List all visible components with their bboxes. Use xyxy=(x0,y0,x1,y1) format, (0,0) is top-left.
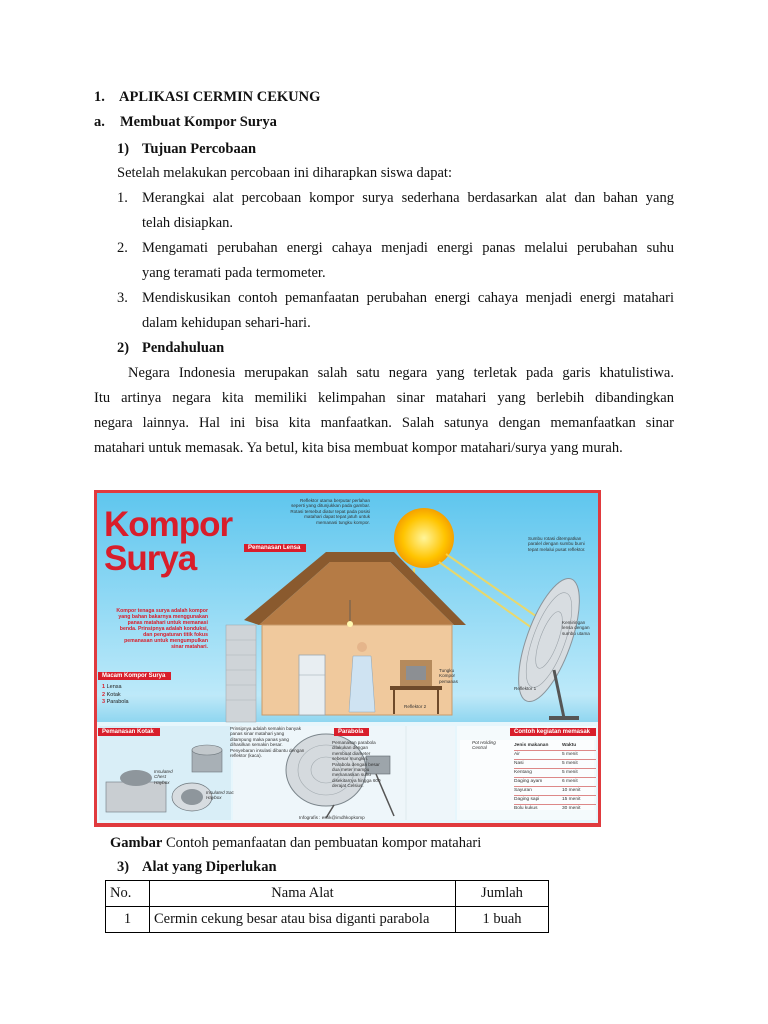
activity-time: 6 menit xyxy=(562,779,578,784)
list-item-line: Mengamati perubahan energi cahaya menjadi energi panas melalui perubahan suhu xyxy=(142,240,674,256)
caption-label: Gambar xyxy=(110,835,163,851)
box-label-2: Insulated Sac Haybox xyxy=(206,790,234,801)
activity-header: Waktu xyxy=(562,743,577,748)
activity-food: Sayuran xyxy=(514,788,532,793)
activity-band: Contoh kegiatan memasak xyxy=(510,728,596,736)
parabola-band: Parabola xyxy=(334,728,369,736)
table-cell: Cermin cekung besar atau bisa diganti parabola xyxy=(150,907,456,933)
list-item-line: Merangkai alat percobaan kompor surya sederhana berdasarkan alat dan bahan yang xyxy=(142,190,674,206)
tilt-note: Kemiringan lensa dengan sumbu utama xyxy=(562,620,590,636)
activity-time: 10 menit xyxy=(562,788,581,793)
furnace-label: Tungku Kompor pemanas xyxy=(439,668,458,684)
type-number: 3 xyxy=(102,699,106,705)
type-label: Kotak xyxy=(106,691,121,698)
table-cell: 1 xyxy=(106,907,150,933)
heading-1 xyxy=(94,88,321,106)
list-item-number: 1. xyxy=(117,190,128,206)
table-cell: 1 buah xyxy=(456,907,549,933)
heading-2-letter: a. xyxy=(94,114,105,130)
section-2-number: 2) xyxy=(117,340,130,356)
table-header: Nama Alat xyxy=(150,881,456,907)
activity-header-row xyxy=(514,742,596,750)
section-1-number: 1) xyxy=(117,141,130,157)
activity-table xyxy=(514,742,596,813)
list-item-number: 3. xyxy=(117,290,128,306)
caption-text: Contoh pemanfaatan dan pembuatan kompor matahari xyxy=(162,835,482,851)
list-item-line: yang teramati pada termometer. xyxy=(142,265,326,281)
list-item xyxy=(117,189,674,207)
type-label: Parabola xyxy=(106,699,129,705)
infographic-title-line: Surya xyxy=(104,539,197,578)
section-3-number: 3) xyxy=(117,859,130,875)
list-item-number: 2. xyxy=(117,240,128,256)
heading-2-text: Membuat Kompor Surya xyxy=(120,114,277,130)
activity-time: 5 menit xyxy=(562,752,578,757)
activity-food: Daging sapi xyxy=(514,797,540,802)
parabola-note: Pemanasan parabola dilakukan dengan membuat diameter sebesar mungkin. Parabola dengan besar dua meter mampu memanaskan suhu disekitarnya hingga 600 derajat Celsius. xyxy=(332,740,381,789)
figure-caption xyxy=(110,834,481,852)
axis-note: Sumbu rotasi ditempatkan paralel dengan sumbu bumi tepat melalui pusat reflektor. xyxy=(528,536,586,552)
sun-icon xyxy=(394,508,454,568)
reflector-2-label: Reflektor 2 xyxy=(404,704,427,709)
heading-1-text: APLIKASI CERMIN CEKUNG xyxy=(119,89,321,105)
infographic-title-line: Kompor xyxy=(104,505,233,544)
heading-1-number: 1. xyxy=(94,89,105,105)
table-row xyxy=(514,777,596,786)
infographic-title xyxy=(104,505,233,578)
activity-food: Nasi xyxy=(514,761,524,766)
cooker-types-list xyxy=(102,684,129,707)
type-number: 1 xyxy=(102,684,106,690)
type-number: 2 xyxy=(102,691,106,698)
section-1-heading xyxy=(117,140,257,158)
section-1-title: Tujuan Percobaan xyxy=(142,141,257,157)
section-2-title: Pendahuluan xyxy=(142,340,225,356)
paragraph-line: matahari untuk memasak. Ya betul, kita bisa membuat kompor matahari/surya yang murah. xyxy=(94,440,623,456)
infographic-intro: Kompor tenaga surya adalah kompor yang bahan bakarnya menggunakan panas matahari untuk memanasi benda. Prinsipnya adalah konduksi, dan pengaturan titik fokus pemanasan untuk mengumpulkan sinar matahari. xyxy=(116,608,208,650)
activity-time: 15 menit xyxy=(562,797,581,802)
table-header: Jumlah xyxy=(456,881,549,907)
list-item-line: telah disiapkan. xyxy=(142,215,234,231)
list-item-line: Mendiskusikan contoh pemanfaatan perubahan energi cahaya menjadi energi matahari xyxy=(142,290,674,306)
table-row xyxy=(514,804,596,813)
reflector-note: Reflektor utama berputar perlahan seperti yang ditunjukkan pada gambar. Rotasi tersebut diatur tepat pada posisi matahari dapat tepat jatuh untuk memanasi tungku kompor. xyxy=(290,498,370,525)
activity-time: 5 menit xyxy=(562,761,578,766)
table-header-row xyxy=(106,881,549,907)
list-item xyxy=(102,692,129,700)
activity-food: Kentang xyxy=(514,770,532,775)
table-header: No. xyxy=(106,881,150,907)
section-3-heading xyxy=(117,858,277,876)
list-item xyxy=(102,684,129,692)
table-row xyxy=(514,768,596,777)
activity-time: 30 menit xyxy=(562,806,581,811)
table-row xyxy=(106,907,549,933)
paragraph-line: negara lainnya. Hal ini bisa kita manfaatkan. Salah satunya dengan memanfaatkan sinar xyxy=(94,415,674,431)
table-row xyxy=(514,786,596,795)
list-item xyxy=(117,289,674,307)
lens-band: Pemanasan Lensa xyxy=(244,544,306,552)
table-row xyxy=(514,795,596,804)
kompor-surya-infographic xyxy=(94,490,601,827)
box-note: Prinsipnya adalah semakin banyak panas sinar matahari yang ditampung maka panas yang dihasilkan semakin besar. Penyebaran insulasi dibantu dengan reflektor (kaca). xyxy=(230,726,305,759)
activity-header: Jenis makanan xyxy=(514,743,549,748)
paragraph-line: Negara Indonesia merupakan salah satu negara yang terletak pada garis khatulistiwa. xyxy=(128,365,674,381)
box-band: Pemanasan Kotak xyxy=(98,728,160,736)
heading-2 xyxy=(94,113,277,131)
box-label-1: Insulated Chest Haybox xyxy=(154,769,173,785)
activity-food: Bolu kukus xyxy=(514,806,538,811)
types-band: Macam Kompor Surya xyxy=(98,672,171,680)
table-row xyxy=(514,759,596,768)
activity-food: Daging ayam xyxy=(514,779,543,784)
activity-time: 5 menit xyxy=(562,770,578,775)
reflector-1-label: Reflektor 1 xyxy=(514,686,537,691)
list-item-line: dalam kehidupan sehari-hari. xyxy=(142,315,311,331)
equipment-table xyxy=(105,880,549,933)
section-1-intro: Setelah melakukan percobaan ini diharapkan siswa dapat: xyxy=(117,165,452,181)
list-item xyxy=(102,699,129,707)
activity-food: Air xyxy=(514,752,520,757)
pot-label: Pot Holding Central xyxy=(472,740,496,751)
table-row xyxy=(514,750,596,759)
infographic-credit: Infografis : eshk@imdhkopkomp xyxy=(299,815,365,820)
list-item xyxy=(117,239,674,257)
section-3-title: Alat yang Diperlukan xyxy=(142,859,277,875)
paragraph-line: Itu artinya negara kita memiliki kelimpahan sinar matahari yang berlebih dibandingkan xyxy=(94,390,674,406)
type-label: Lensa xyxy=(106,684,122,690)
section-2-heading xyxy=(117,339,225,357)
